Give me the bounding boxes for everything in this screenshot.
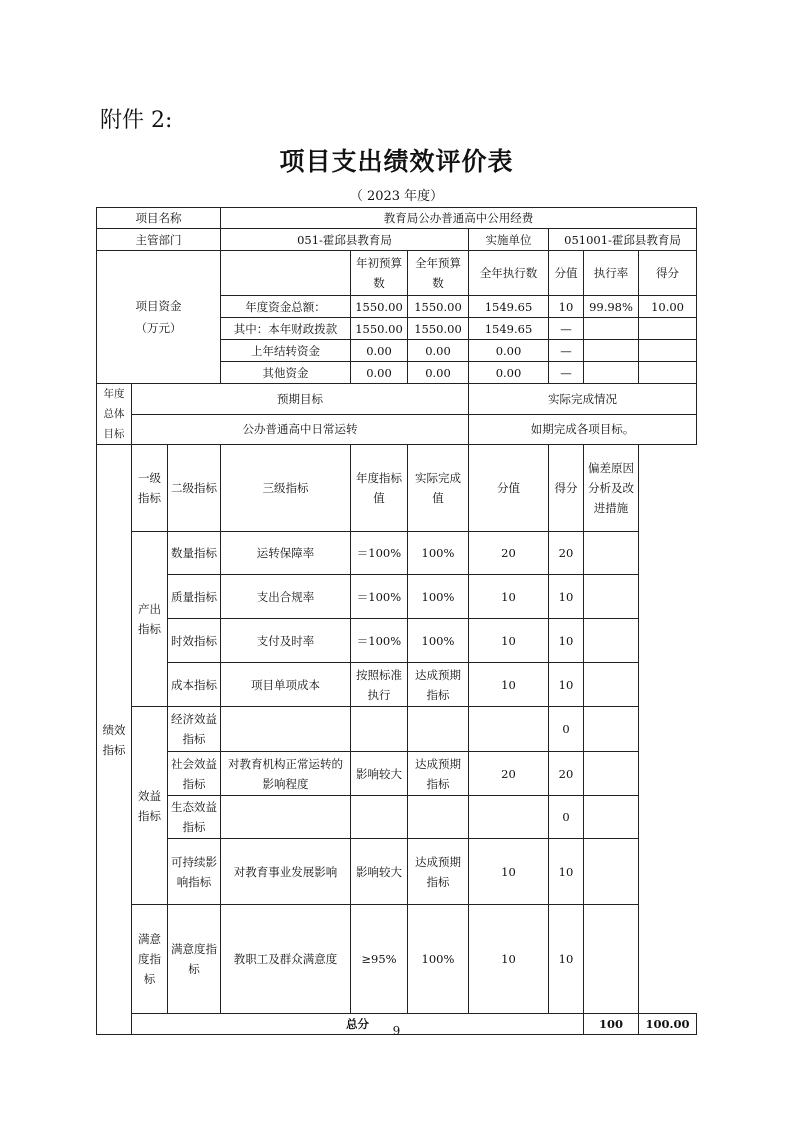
- level1-output: 产出指标: [132, 532, 168, 707]
- funds-row-executed: 1549.65: [469, 296, 549, 318]
- goals-actual: 如期完成各项目标。: [469, 414, 697, 445]
- header-level1: 一级指标: [132, 445, 168, 532]
- annual-value-cell: 影响较大: [351, 839, 408, 905]
- funds-row-score-value: —: [549, 340, 584, 362]
- annual-value-cell: ＝100%: [351, 575, 408, 619]
- year-label: （ 2023 年度）: [349, 189, 444, 204]
- score-value-cell: [469, 796, 549, 839]
- header-annual-value: 年度指标值: [351, 445, 408, 532]
- funds-row-score: [639, 318, 697, 340]
- indicators-header-row: [97, 445, 697, 532]
- goals-expected: 公办普通高中日常运转: [132, 414, 469, 445]
- funds-row-label: 上年结转资金: [221, 340, 351, 362]
- funds-row-score: [639, 362, 697, 384]
- goals-header-row: [97, 384, 697, 415]
- level1-benefit: 效益指标: [132, 707, 168, 905]
- indicators-side-label: 绩效指标: [97, 445, 132, 1035]
- score-value-cell: 10: [469, 619, 549, 663]
- score-cell: 10: [549, 619, 584, 663]
- funds-label: [97, 251, 221, 384]
- score-cell: 0: [549, 796, 584, 839]
- project-name-label: 项目名称: [97, 208, 221, 229]
- funds-row-rate: 99.98%: [584, 296, 639, 318]
- impl-label: 实施单位: [469, 229, 549, 251]
- score-cell: 10: [549, 839, 584, 905]
- score-cell: 10: [549, 905, 584, 1014]
- level2-cell: 数量指标: [168, 532, 221, 575]
- page-number: 9: [392, 1024, 401, 1038]
- actual-value-cell: 达成预期指标: [408, 752, 469, 796]
- level3-cell: 支付及时率: [221, 619, 351, 663]
- indicator-row: [97, 796, 697, 839]
- project-name-row: [97, 208, 697, 229]
- score-value-cell: [469, 707, 549, 752]
- annual-value-cell: 按照标准执行: [351, 663, 408, 707]
- note-cell: [584, 707, 639, 752]
- note-cell: [584, 752, 639, 796]
- score-cell: 10: [549, 663, 584, 707]
- score-cell: 0: [549, 707, 584, 752]
- funds-label-line1: 项目资金: [135, 299, 182, 313]
- level3-cell: 运转保障率: [221, 532, 351, 575]
- annual-value-cell: ＝100%: [351, 619, 408, 663]
- note-cell: [584, 663, 639, 707]
- funds-header-row: [97, 251, 697, 296]
- dept-label: 主管部门: [97, 229, 221, 251]
- level3-cell: 对教育事业发展影响: [221, 839, 351, 905]
- header-actual-value: 实际完成值: [408, 445, 469, 532]
- header-level3: 三级指标: [221, 445, 351, 532]
- actual-value-cell: 达成预期指标: [408, 663, 469, 707]
- funds-row-initial: 1550.00: [351, 296, 408, 318]
- actual-value-cell: 100%: [408, 619, 469, 663]
- department-row: [97, 229, 697, 251]
- header-level2: 二级指标: [168, 445, 221, 532]
- level3-cell: [221, 796, 351, 839]
- annual-value-cell: ＝100%: [351, 532, 408, 575]
- goals-expected-header: 预期目标: [132, 384, 469, 415]
- annual-value-cell: 影响较大: [351, 752, 408, 796]
- funds-row-annual: 1550.00: [408, 318, 469, 340]
- level2-cell: 时效指标: [168, 619, 221, 663]
- goals-side-label: 年度总体目标: [97, 384, 132, 445]
- note-cell: [584, 796, 639, 839]
- indicator-row: [97, 707, 697, 752]
- funds-row-label: 年度资金总额：: [221, 296, 351, 318]
- funds-row-initial: 0.00: [351, 340, 408, 362]
- funds-label-line2: （万元）: [135, 321, 182, 335]
- funds-row-rate: [584, 318, 639, 340]
- funds-row-annual: 0.00: [408, 362, 469, 384]
- actual-value-cell: [408, 796, 469, 839]
- funds-row-label: 其他资金: [221, 362, 351, 384]
- project-name-value: 教育局公办普通高中公用经费: [221, 208, 697, 229]
- level2-cell: 满意度指标: [168, 905, 221, 1014]
- dept-value: 051-霍邱县教育局: [221, 229, 469, 251]
- funds-row-rate: [584, 362, 639, 384]
- level2-cell: 生态效益指标: [168, 796, 221, 839]
- level3-cell: 教职工及群众满意度: [221, 905, 351, 1014]
- indicator-row: [97, 905, 697, 1014]
- score-cell: 10: [549, 575, 584, 619]
- level3-cell: 支出合规率: [221, 575, 351, 619]
- attachment-label: 附件 2:: [100, 108, 173, 133]
- funds-header-score: 得分: [639, 251, 697, 296]
- funds-row-annual: 1550.00: [408, 296, 469, 318]
- goals-content-row: [97, 414, 697, 445]
- indicator-row: [97, 663, 697, 707]
- level2-cell: 可持续影响指标: [168, 839, 221, 905]
- indicator-row: [97, 752, 697, 796]
- score-value-cell: 10: [469, 575, 549, 619]
- funds-row-label: 其中：本年财政拨款: [221, 318, 351, 340]
- note-cell: [584, 619, 639, 663]
- funds-header-score-value: 分值: [549, 251, 584, 296]
- note-cell: [584, 532, 639, 575]
- level1-satisfaction: 满意度指标: [132, 905, 168, 1014]
- level2-cell: 质量指标: [168, 575, 221, 619]
- impl-value: 051001-霍邱县教育局: [549, 229, 697, 251]
- level2-cell: 经济效益指标: [168, 707, 221, 752]
- level3-cell: 对教育机构正常运转的影响程度: [221, 752, 351, 796]
- score-value-cell: 10: [469, 905, 549, 1014]
- funds-row-executed: 1549.65: [469, 318, 549, 340]
- funds-row-score: [639, 340, 697, 362]
- funds-header-blank: [221, 251, 351, 296]
- funds-row-score-value: 10: [549, 296, 584, 318]
- funds-row-rate: [584, 340, 639, 362]
- funds-row-executed: 0.00: [469, 340, 549, 362]
- page-title: 项目支出绩效评价表: [279, 147, 514, 176]
- total-label: 总分: [132, 1014, 584, 1035]
- level3-cell: 项目单项成本: [221, 663, 351, 707]
- indicator-row: [97, 575, 697, 619]
- performance-evaluation-table: [96, 207, 697, 1035]
- actual-value-cell: 100%: [408, 575, 469, 619]
- score-value-cell: 10: [469, 663, 549, 707]
- level2-cell: 社会效益指标: [168, 752, 221, 796]
- total-score: 100.00: [639, 1014, 697, 1035]
- funds-row-score: 10.00: [639, 296, 697, 318]
- actual-value-cell: 100%: [408, 532, 469, 575]
- actual-value-cell: [408, 707, 469, 752]
- funds-row-initial: 1550.00: [351, 318, 408, 340]
- note-cell: [584, 839, 639, 905]
- total-score-value: 100: [584, 1014, 639, 1035]
- funds-row-initial: 0.00: [351, 362, 408, 384]
- score-value-cell: 20: [469, 752, 549, 796]
- header-note: 偏差原因分析及改进措施: [584, 445, 639, 532]
- actual-value-cell: 达成预期指标: [408, 839, 469, 905]
- level2-cell: 成本指标: [168, 663, 221, 707]
- funds-row-score-value: —: [549, 318, 584, 340]
- score-value-cell: 20: [469, 532, 549, 575]
- funds-header-annual: 全年预算数: [408, 251, 469, 296]
- funds-header-executed: 全年执行数: [469, 251, 549, 296]
- annual-value-cell: [351, 796, 408, 839]
- actual-value-cell: 100%: [408, 905, 469, 1014]
- funds-row-executed: 0.00: [469, 362, 549, 384]
- header-score: 得分: [549, 445, 584, 532]
- indicator-row: [97, 619, 697, 663]
- score-value-cell: 10: [469, 839, 549, 905]
- funds-header-initial: 年初预算数: [351, 251, 408, 296]
- header-score-value: 分值: [469, 445, 549, 532]
- funds-header-rate: 执行率: [584, 251, 639, 296]
- level3-cell: [221, 707, 351, 752]
- goals-actual-header: 实际完成情况: [469, 384, 697, 415]
- funds-row-score-value: —: [549, 362, 584, 384]
- funds-row-annual: 0.00: [408, 340, 469, 362]
- score-cell: 20: [549, 532, 584, 575]
- indicator-row: [97, 532, 697, 575]
- indicator-row: [97, 839, 697, 905]
- annual-value-cell: ≥95%: [351, 905, 408, 1014]
- note-cell: [584, 905, 639, 1014]
- score-cell: 20: [549, 752, 584, 796]
- note-cell: [584, 575, 639, 619]
- annual-value-cell: [351, 707, 408, 752]
